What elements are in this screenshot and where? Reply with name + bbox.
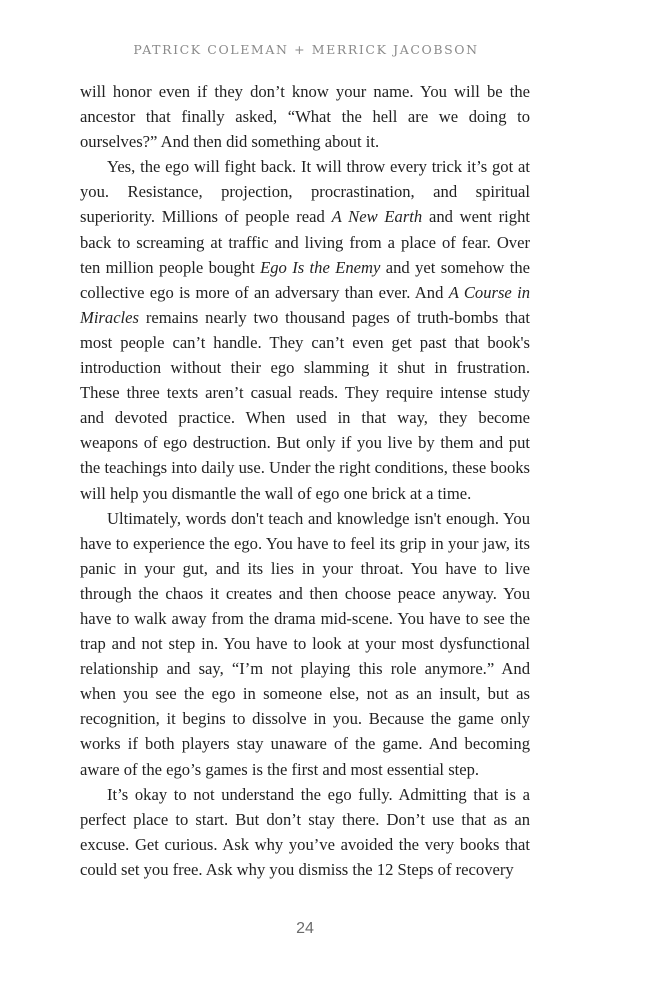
paragraph-text: will honor even if they don’t know your name. You will be the ancestor that finally asked, “What the hell are we doing to ourselves?” And then did something about it.	[80, 82, 530, 152]
paragraph-2	[80, 154, 530, 505]
book-title-ego-is-the-enemy: Ego Is the Enemy	[260, 257, 381, 277]
page-number: 24	[296, 920, 314, 937]
paragraph-4	[80, 782, 530, 882]
paragraph-text: It’s okay to not understand the ego fully. Admitting that is a perfect place to start. But don’t stay there. Don’t use that as an excuse. Get curious. Ask why you’ve avoided the very books that could set you free. Ask why you dismiss the 12 Steps of recovery	[80, 784, 530, 879]
book-title-a-new-earth: A New Earth	[331, 207, 423, 227]
body-text	[80, 79, 530, 882]
paragraph-text: Ultimately, words don't teach and knowledge isn't enough. You have to experience the ego. You have to feel its grip in your jaw, its panic in your gut, and its lies in your throat. You have to live through the chaos it creates and then choose peace anyway. You have to walk away from the drama mid-scene. You have to see the trap and not step in. You have to look at your most dysfunctional relationship and say, “I’m not playing this role anymore.” And when you see the ego in someone else, not as an insult, but as recognition, it begins to dissolve in you. Because the game only works if both players stay unaware of the game. And becoming aware of the ego’s games is the first and most essential step.	[80, 508, 530, 779]
paragraph-text: Yes, the ego will fight back. It will throw every trick it’s got at you. Resistance, projection, procrastination, and spiritual superiority. Millions of people read	[80, 157, 530, 227]
paragraph-text: remains nearly two thousand pages of truth-bombs that most people can’t handle. They can’t even get past that book's introduction without their ego slamming it shut in frustration. These three texts aren’t casual reads. They require intense study and devoted practice. When used in that way, they become weapons of ego destruction. But only if you live by them and put the teachings into daily use. Under the right conditions, these books will help you dismantle the wall of ego one brick at a time.	[80, 307, 530, 503]
book-title-a-course-in-miracles: A Course in Miracles	[80, 282, 530, 327]
paragraph-text: and went right back to screaming at traffic and living from a place of fear. Over ten million people bought	[80, 207, 530, 277]
running-header: PATRICK COLEMAN + MERRICK JACOBSON	[133, 42, 479, 57]
paragraph-text: and yet somehow the collective ego is more of an adversary than ever. And	[80, 257, 530, 302]
paragraph-1	[80, 79, 530, 154]
paragraph-3	[80, 506, 530, 782]
